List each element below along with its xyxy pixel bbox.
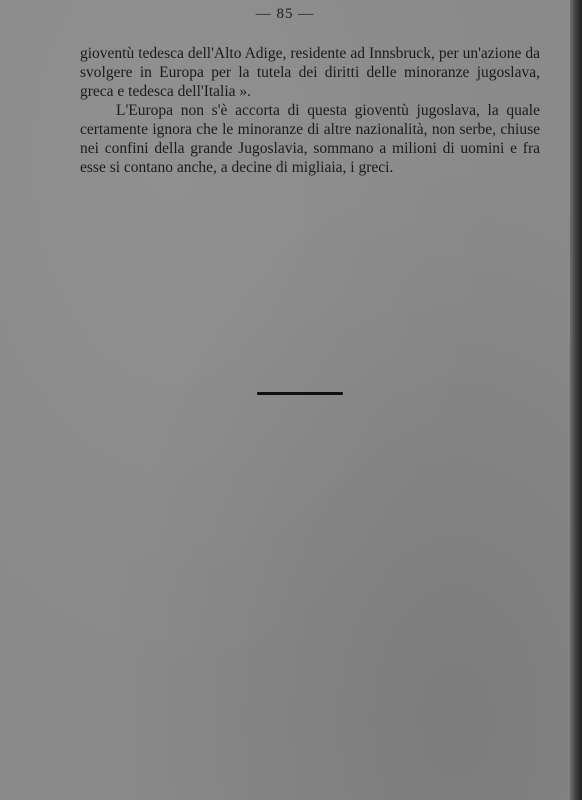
section-end-rule bbox=[257, 392, 343, 395]
binding-shadow bbox=[570, 0, 582, 800]
body-text bbox=[80, 44, 540, 177]
page-number: — 85 — bbox=[255, 6, 315, 22]
paragraph-1: gioventù tedesca dell'Alto Adige, residente ad Innsbruck, per un'azione da svolgere in Europa per la tutela dei diritti delle minoranze jugoslava, greca e tedesca dell'Italia ». bbox=[80, 45, 540, 100]
paragraph-2: L'Europa non s'è accorta di questa gioventù jugoslava, la quale certamente ignora che le minoranze di altre nazionalità, non serbe, chiuse nei confini della grande Jugoslavia, sommano a milioni di uomini e fra esse si contano anche, a decine di migliaia, i greci. bbox=[80, 102, 540, 176]
